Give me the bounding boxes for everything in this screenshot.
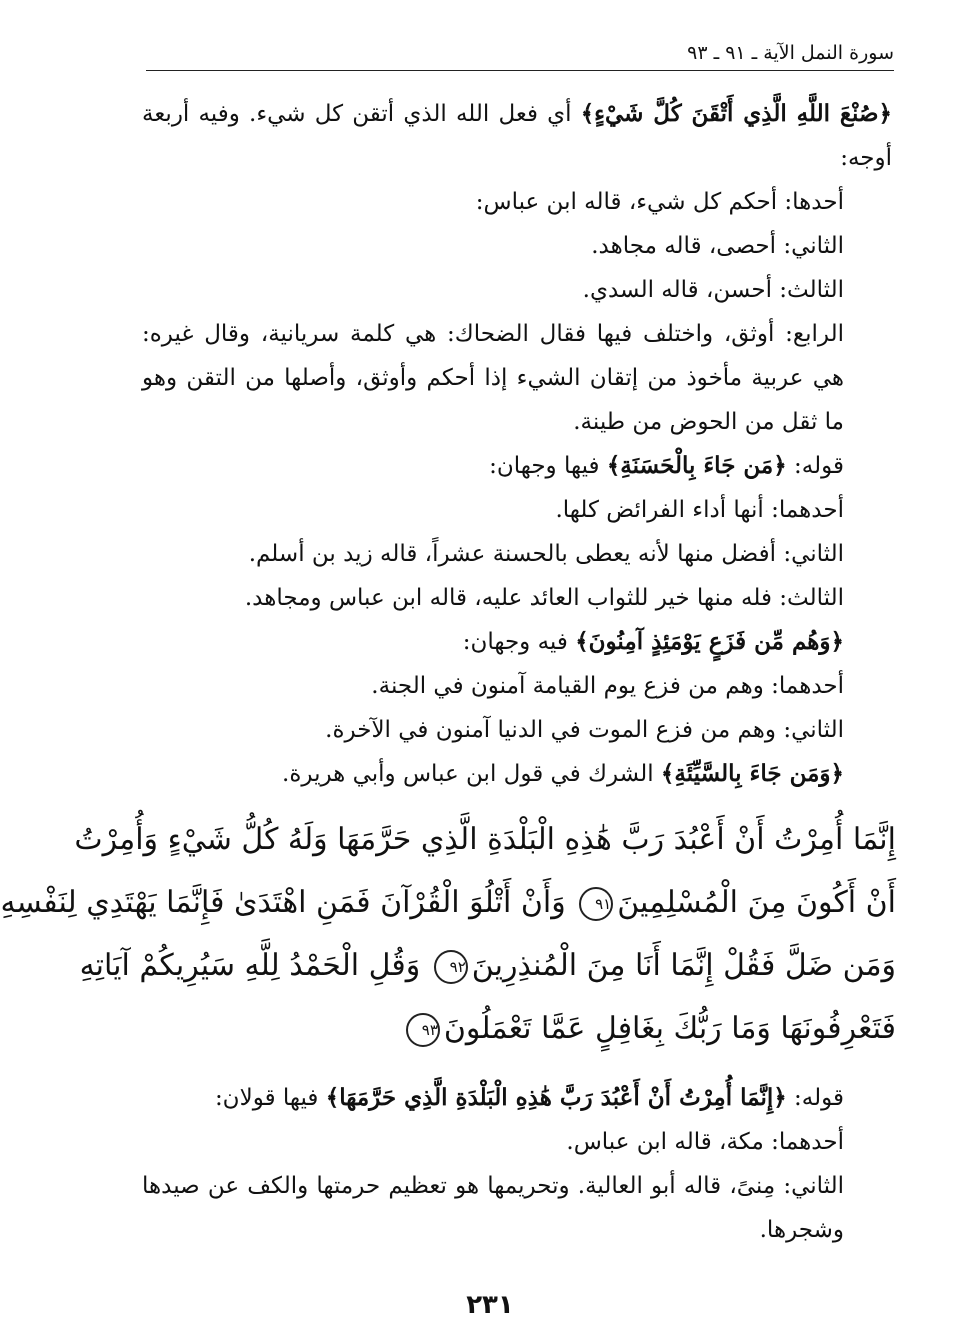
quran-line — [74, 808, 896, 871]
paragraph-text: الثاني: أحصى، قاله مجاهد. — [591, 233, 844, 259]
quran-quote: ﴿مَن جَاءَ بِالْحَسَنَةِ﴾ — [606, 452, 787, 479]
paragraph-text: الشرك في قول ابن عباس وأبي هريرة. — [282, 761, 661, 787]
quran-text: وَمَن ضَلَّ فَقُلْ إِنَّمَا أَنَا مِنَ الْمُنذِرِينَ — [471, 948, 896, 983]
ayah-number-marker: ٩٢ — [434, 950, 468, 984]
paragraph — [142, 180, 892, 224]
paragraph — [142, 1164, 892, 1252]
running-header — [146, 36, 894, 71]
paragraph-text: أحدهما: مكة، قاله ابن عباس. — [566, 1129, 844, 1155]
quran-text: إِنَّمَا أُمِرْتُ أَنْ أَعْبُدَ رَبَّ هَٰذِهِ الْبَلْدَةِ الَّذِي حَرَّمَهَا وَلَهُ كُلُّ شَيْءٍ وَأُمِرْتُ — [74, 822, 896, 857]
quran-line — [110, 997, 896, 1060]
paragraph — [142, 224, 892, 268]
paragraph-text: أحدهما: وهم من فزع يوم القيامة آمنون في الجنة. — [371, 673, 844, 699]
paragraph-prefix: قوله: — [786, 453, 844, 479]
paragraph-text: فيها وجهان: — [489, 453, 607, 479]
paragraph — [142, 268, 892, 312]
paragraph — [142, 708, 892, 752]
commentary-bottom — [142, 1076, 892, 1252]
paragraph — [142, 488, 892, 532]
commentary-top — [142, 92, 892, 796]
paragraph-text: الثالث: فله منها خير للثواب العائد عليه، قاله ابن عباس ومجاهد. — [244, 585, 844, 611]
paragraph — [142, 532, 892, 576]
page-number: ٢٣١ — [466, 1290, 514, 1320]
quran-quote: ﴿إِنَّمَا أُمِرْتُ أَنْ أَعْبُدَ رَبَّ هَٰذِهِ الْبَلْدَةِ الَّذِي حَرَّمَهَا﴾ — [325, 1084, 787, 1111]
paragraph-text: الثاني: أفضل منها لأنه يعطى بالحسنة عشراً، قاله زيد بن أسلم. — [248, 541, 844, 567]
paragraph-text: الثالث: أحسن، قاله السدي. — [582, 277, 844, 303]
header-title: سورة النمل الآية ـ ٩١ ـ ٩٣ — [687, 42, 894, 64]
quran-text: وَأَنْ أَتْلُوَ الْقُرْآنَ فَمَنِ اهْتَدَىٰ فَإِنَّمَا يَهْتَدِي لِنَفْسِهِ — [0, 885, 576, 920]
paragraph — [142, 1120, 892, 1164]
paragraph — [142, 1076, 892, 1120]
ayah-number-marker: ٩٣ — [406, 1013, 440, 1047]
quran-quote: ﴿وَهُم مِّن فَزَعٍ يَوْمَئِذٍ آمِنُونَ﴾ — [575, 628, 844, 655]
paragraph — [142, 576, 892, 620]
paragraph — [142, 620, 892, 664]
paragraph-text: الثاني: مِنىً، قاله أبو العالية. وتحريمها هو تعظيم حرمتها والكف عن صيدها وشجرها. — [142, 1173, 844, 1243]
quran-quote: ﴿صُنْعَ اللَّهِ الَّذِي أَتْقَنَ كُلَّ شَيْءٍ﴾ — [580, 100, 893, 127]
paragraph — [142, 752, 892, 796]
quran-line — [79, 934, 896, 997]
quran-text: فَتَعْرِفُونَهَا وَمَا رَبُّكَ بِغَافِلٍ عَمَّا تَعْمَلُونَ — [443, 1011, 896, 1046]
quran-line — [0, 871, 896, 934]
ayah-number-marker: ٩١ — [579, 887, 613, 921]
paragraph-text: أحدهما: أنها أداء الفرائض كلها. — [555, 497, 844, 523]
paragraph-text: فيه وجهان: — [462, 629, 576, 655]
paragraph-text: الثاني: وهم من فزع الموت في الدنيا آمنون في الآخرة. — [325, 717, 844, 743]
paragraph — [142, 664, 892, 708]
paragraph — [142, 92, 892, 180]
paragraph-text: أي فعل الله الذي أتقن كل شيء. وفيه أربعة أوجه: — [142, 101, 892, 171]
quran-quote: ﴿وَمَن جَاءَ بِالسَّيِّئَةِ﴾ — [660, 760, 844, 787]
paragraph-text: أحدها: أحكم كل شيء، قاله ابن عباس: — [475, 189, 844, 215]
quran-verse-block — [0, 808, 896, 1060]
paragraph-text: الرابع: أوثق، واختلف فيها فقال الضحاك: هي كلمة سريانية، وقال غيره: هي عربية مأخوذ من إتقان الشيء إذا أحكم وأوثق، وأصلها من التقن وهو ما ثقل من الحوض من طينة. — [142, 321, 844, 435]
paragraph — [142, 444, 892, 488]
paragraph — [142, 312, 892, 444]
paragraph-text: فيها قولان: — [214, 1085, 326, 1111]
quran-text: أَنْ أَكُونَ مِنَ الْمُسْلِمِينَ — [617, 885, 896, 920]
quran-text: وَقُلِ الْحَمْدُ لِلَّهِ سَيُرِيكُمْ آيَاتِهِ — [79, 948, 430, 983]
paragraph-prefix: قوله: — [786, 1085, 844, 1111]
